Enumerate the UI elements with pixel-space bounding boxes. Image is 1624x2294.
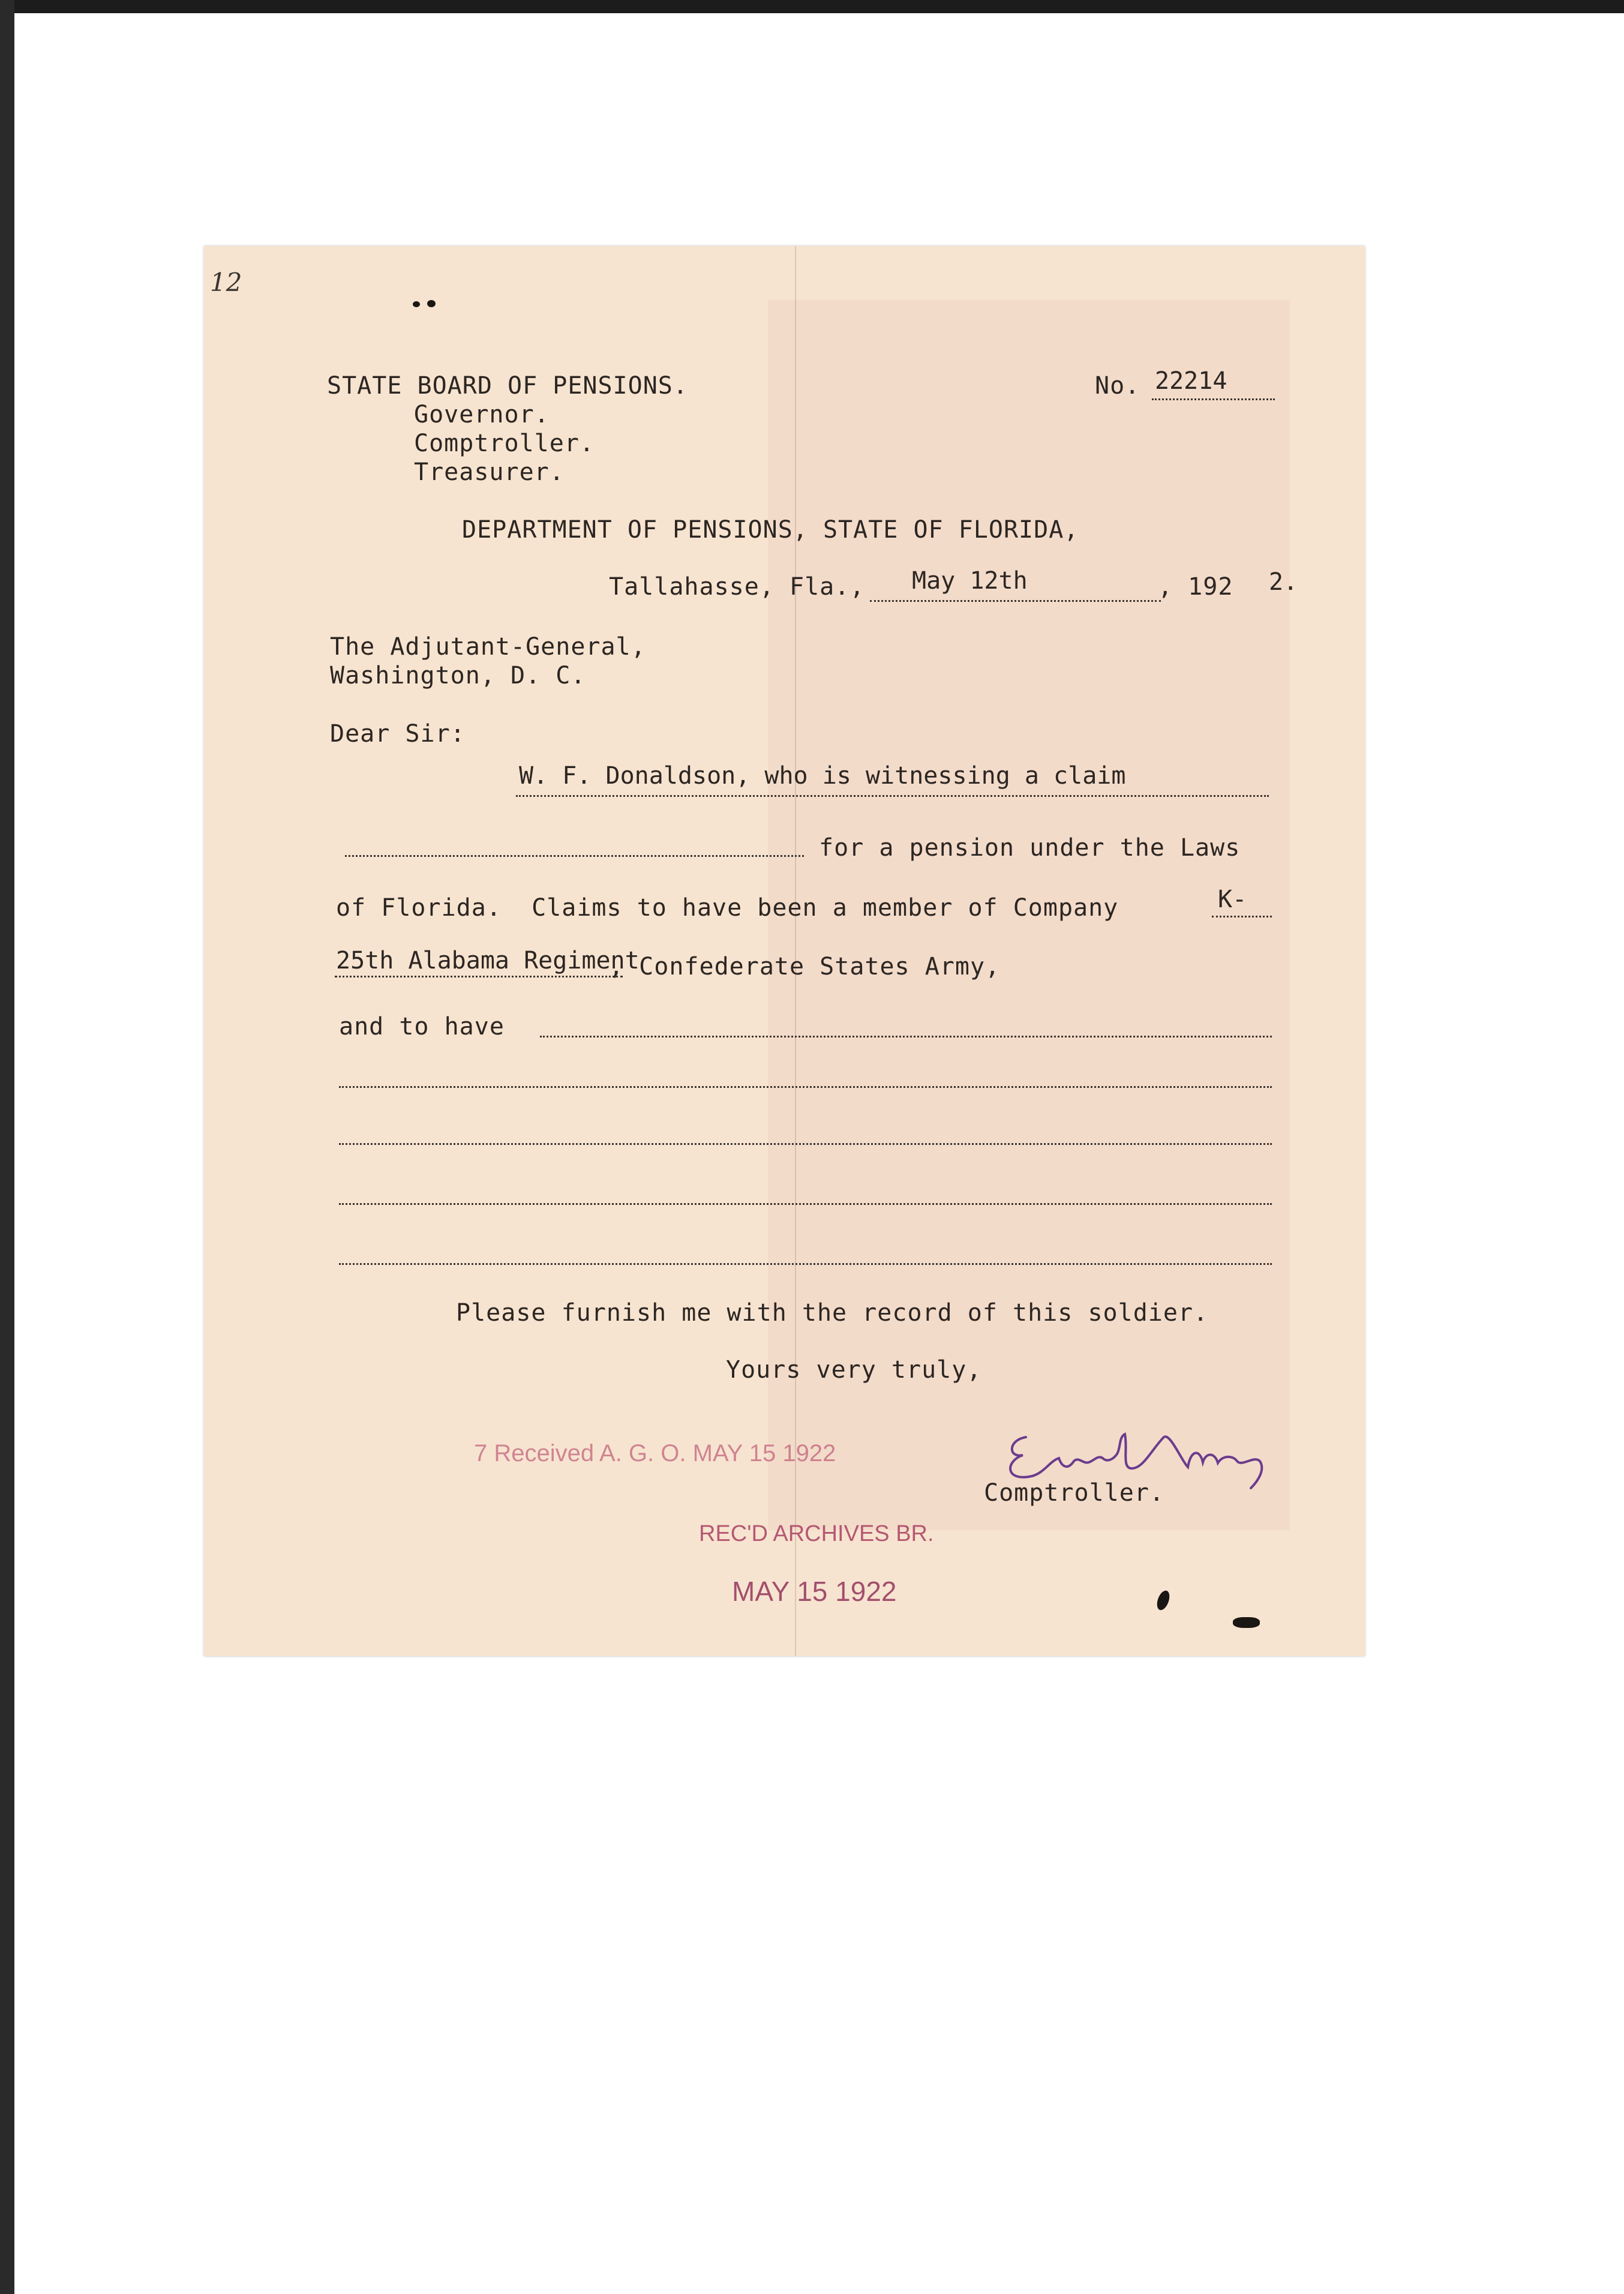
blank-line: [345, 855, 804, 857]
scan-border-top: [0, 0, 1624, 13]
company-letter: K-: [1218, 886, 1247, 913]
ink-mark: [413, 301, 420, 307]
page-number-annotation: 12: [210, 268, 242, 297]
addressee-line-2: Washington, D. C.: [330, 662, 586, 689]
ink-blot: [1233, 1617, 1260, 1628]
army-text: , Confederate States Army,: [609, 953, 1001, 980]
claim-number-line: [1152, 398, 1275, 400]
service-line-5: [339, 1263, 1272, 1265]
service-line-3: [339, 1143, 1272, 1145]
claimant-text: W. F. Donaldson, who is witnessing a claim: [519, 762, 1126, 790]
request-text: Please furnish me with the record of this soldier.: [456, 1299, 1209, 1327]
regiment-name: 25th Alabama Regiment: [336, 947, 640, 974]
number-label: No.: [1095, 372, 1140, 400]
service-line-2: [339, 1086, 1272, 1088]
membership-text: of Florida. Claims to have been a member of Company: [336, 894, 1119, 922]
closing-text: Yours very truly,: [726, 1356, 982, 1384]
date-line: [870, 600, 1161, 602]
ink-blot: [1155, 1589, 1172, 1612]
dateline-place: Tallahasse, Fla.,: [609, 573, 865, 601]
pension-text: for a pension under the Laws: [819, 834, 1241, 862]
service-line-1: [540, 1036, 1272, 1037]
addressee-line-1: The Adjutant-General,: [330, 633, 646, 661]
archives-stamp: REC'D ARCHIVES BR.: [699, 1521, 934, 1546]
board-member-comptroller: Comptroller.: [414, 430, 595, 457]
service-line-4: [339, 1203, 1272, 1205]
board-member-treasurer: Treasurer.: [414, 458, 565, 486]
letter-date: May 12th: [912, 567, 1028, 595]
scan-border-left: [0, 0, 14, 2294]
and-to-have-text: and to have: [339, 1013, 505, 1040]
year-prefix: , 192: [1158, 573, 1233, 601]
received-ago-stamp: [474, 1440, 836, 1467]
claimant-line: [516, 795, 1269, 797]
salutation: Dear Sir:: [330, 720, 466, 748]
ink-mark: [427, 300, 436, 307]
received-stamp-label: 7 Received A. G. O.: [474, 1440, 686, 1467]
department-heading: DEPARTMENT OF PENSIONS, STATE OF FLORIDA,: [462, 516, 1079, 544]
signature-title: Comptroller.: [984, 1479, 1164, 1507]
claim-number: 22214: [1155, 367, 1227, 395]
board-member-governor: Governor.: [414, 401, 550, 428]
board-heading: STATE BOARD OF PENSIONS.: [327, 372, 688, 400]
regiment-line: [335, 976, 623, 977]
received-stamp-date: MAY 15 1922: [692, 1440, 836, 1467]
archives-stamp-date: MAY 15 1922: [732, 1576, 897, 1607]
pension-letter-sheet: [204, 246, 1365, 1656]
year-suffix: 2.: [1269, 568, 1298, 596]
company-line: [1212, 916, 1272, 917]
